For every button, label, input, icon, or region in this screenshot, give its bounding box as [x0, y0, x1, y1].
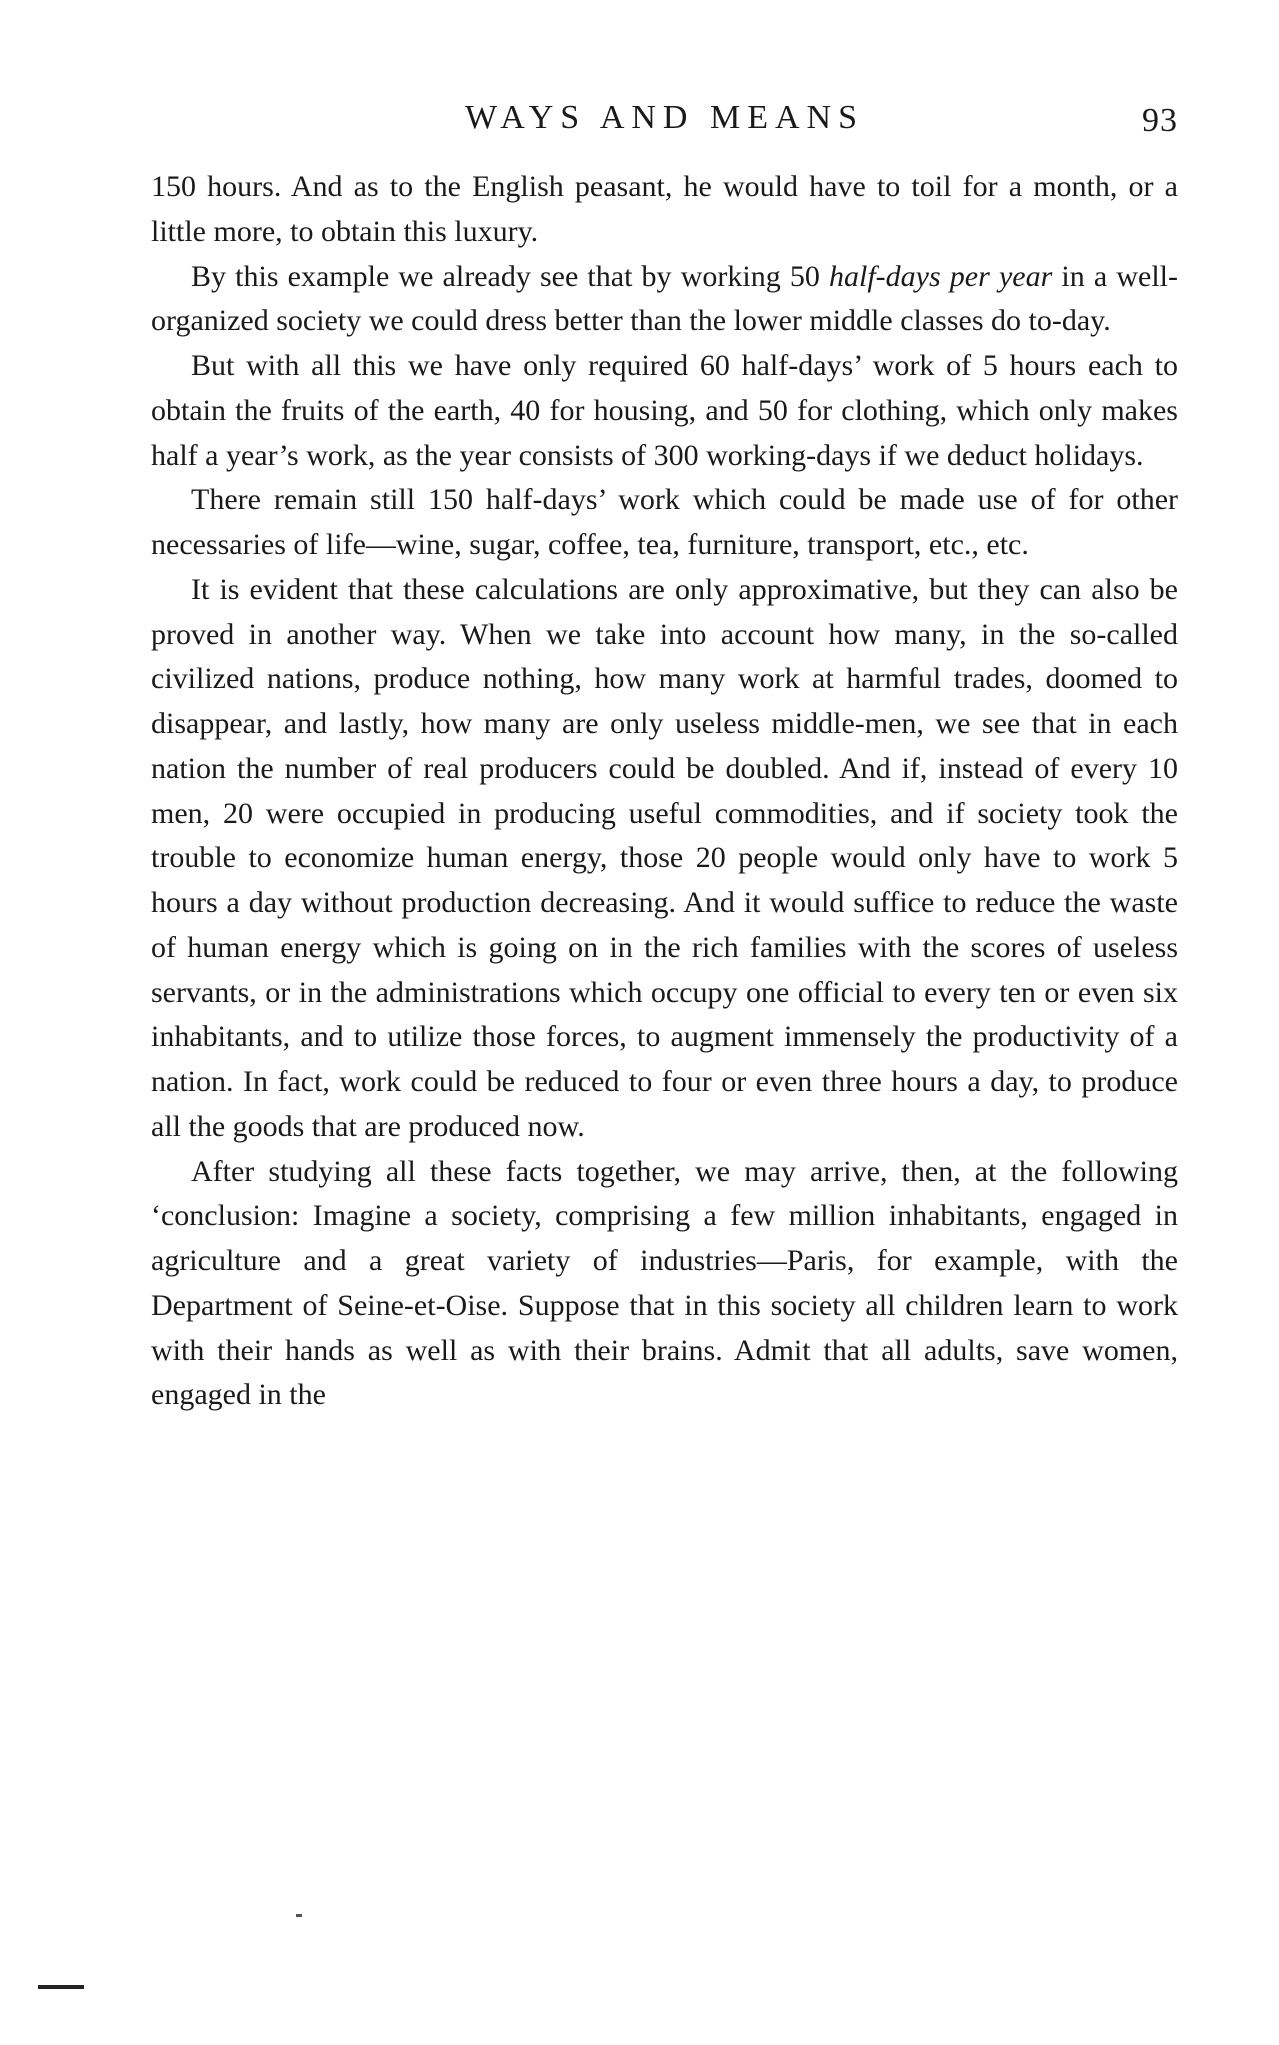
paragraph-3: But with all this we have only required 60 half-days’ work of 5 hours each to obtain the fruits of the earth, 40 for housing, and 50 for clothing, which only makes half a year’s work, as the year consists of 300 working-days if we deduct holidays.	[151, 349, 1178, 472]
print-speck	[296, 1914, 302, 1917]
body-text	[151, 165, 1178, 1418]
paragraph-1: 150 hours. And as to the English peasant, he would have to toil for a month, or a little more, to obtain this luxury.	[151, 170, 1178, 248]
paragraph-2-text-end: in a well-organized society we could dress better than the lower middle classes do to-day.	[151, 259, 1178, 338]
print-rule-mark	[38, 1985, 84, 1989]
running-title: WAYS AND MEANS	[464, 99, 865, 136]
paragraph-2	[151, 255, 1178, 345]
paragraph-6: After studying all these facts together, we may arrive, then, at the following ‘conclusion: Imagine a society, comprising a few million inhabitants, engaged in agriculture and a great variety of industries—Paris, for example, with the Department of Seine-et-Oise. Suppose that in this society all children learn to work with their hands as well as with their brains. Admit that all adults, save women, engaged in the	[151, 1154, 1178, 1412]
page-number: 93	[1142, 102, 1178, 139]
paragraph-2-text-start: By this example we already see that by working 50	[191, 259, 829, 293]
paragraph-5: It is evident that these calculations are only approximative, but they can also be proved in another way. When we take into account how many, in the so-called civilized nations, produce nothing, how many work at harmful trades, doomed to disappear, and lastly, how many are only useless middle-men, we see that in each nation the number of real producers could be doubled. And if, instead of every 10 men, 20 were occupied in producing useful commodities, and if society took the trouble to economize human energy, those 20 people would only have to work 5 hours a day without production decreasing. And it would suffice to reduce the waste of human energy which is going on in the rich families with the scores of useless servants, or in the administrations which occupy one official to every ten or even six inhabitants, and to utilize those forces, to augment immensely the productivity of a nation. In fact, work could be reduced to four or even three hours a day, to produce all the goods that are produced now.	[151, 572, 1178, 1143]
running-head	[151, 96, 1178, 140]
paragraph-2-emphasis: half-days per year	[829, 259, 1053, 293]
paragraph-4: There remain still 150 half-days’ work which could be made use of for other necessaries of life—wine, sugar, coffee, tea, furniture, transport, etc., etc.	[151, 483, 1178, 561]
